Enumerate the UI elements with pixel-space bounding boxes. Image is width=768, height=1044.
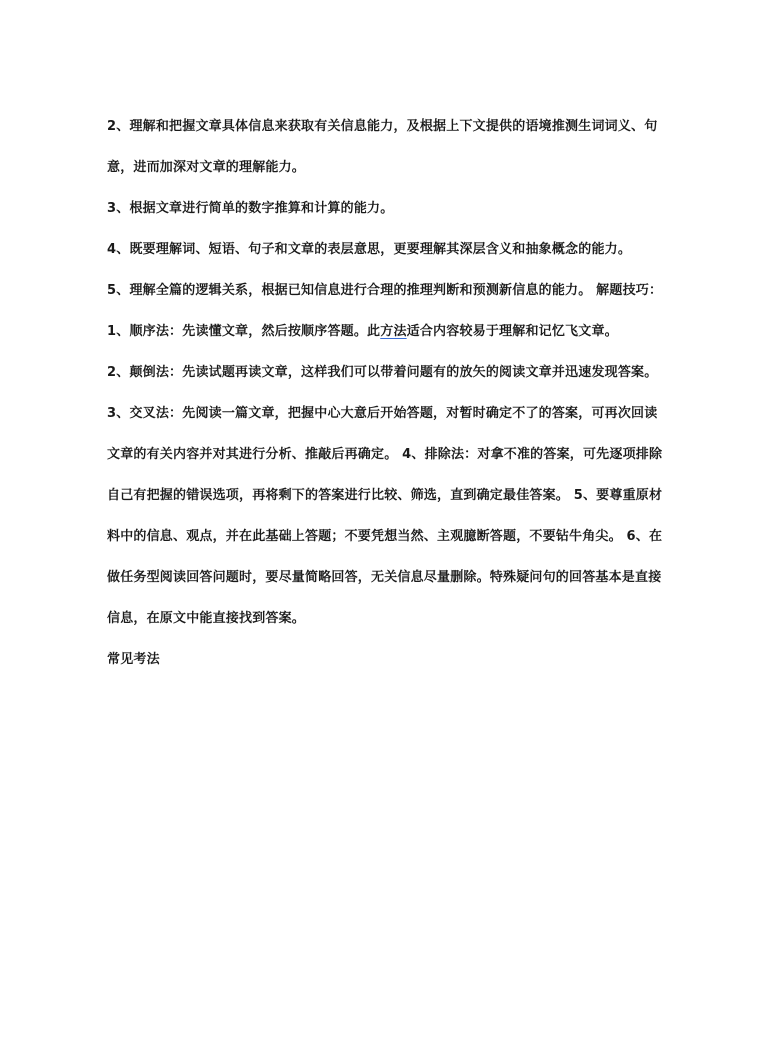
paragraph-5	[107, 270, 667, 352]
paragraph-2: 2、理解和把握文章具体信息来获取有关信息能力，及根据上下文提供的语境推测生词词义、句意，进而加深对文章的理解能力。	[107, 119, 658, 175]
paragraph-3: 3、根据文章进行简单的数字推算和计算的能力。	[107, 201, 394, 216]
underlined-word: 方法	[380, 324, 407, 339]
section-heading: 常见考法	[107, 652, 160, 667]
document-body	[107, 106, 667, 680]
paragraph-5-tail: 适合内容较易于理解和记忆飞文章。	[406, 324, 618, 339]
paragraph-techniques: 2、颠倒法：先读试题再读文章，这样我们可以带着问题有的放矢的阅读文章并迅速发现答案。 3、交叉法：先阅读一篇文章，把握中心大意后开始答题，对暂时确定不了的答案，可再次回读文章的有关内容并对其进行分析、推敲后再确定。 4、排除法：对拿不准的答案，可先逐项排除自己有把握的错误选项，再将剩下的答案进行比较、筛选，直到确定最佳答案。 5、要尊重原材料中的信息、观点，并在此基础上答题；不要凭想当然、主观臆断答题，不要钻牛角尖。 6、在做任务型阅读回答问题时，要尽量简略回答，无关信息尽量删除。特殊疑问句的回答基本是直接信息，在原文中能直接找到答案。	[107, 365, 663, 626]
paragraph-4: 4、既要理解词、短语、句子和文章的表层意思，更要理解其深层含义和抽象概念的能力。	[107, 242, 632, 257]
paragraph-5-text: 5、理解全篇的逻辑关系，根据已知信息进行合理的推理判断和预测新信息的能力。 解题技巧： 1、顺序法：先读懂文章，然后按顺序答题。此	[107, 283, 667, 339]
